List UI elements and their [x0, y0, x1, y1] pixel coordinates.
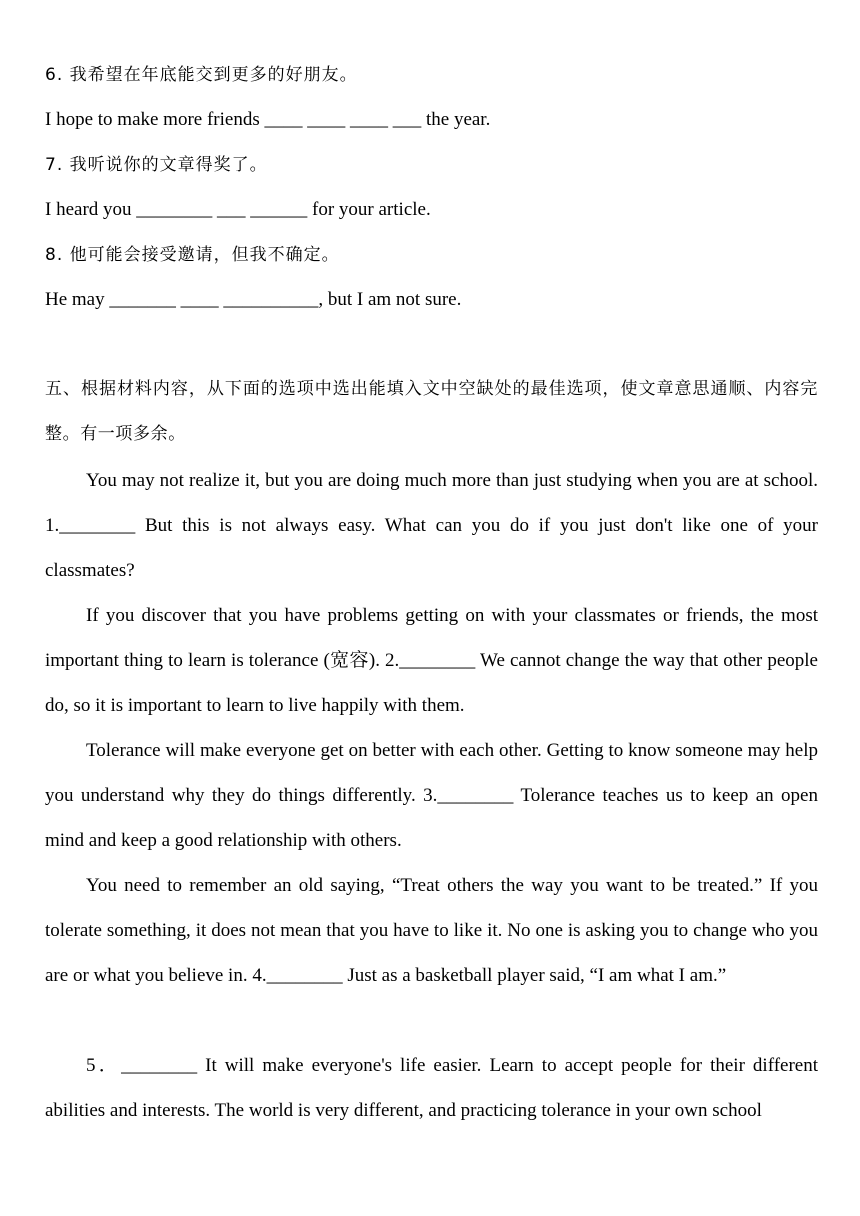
passage-paragraph-4: You need to remember an old saying, “Treat others the way you want to be treated.” If you tolerate something, it does not mean that you have to like it. No one is asking you to change who you are or what you believe in. 4.________ Just as a basketball player said, “I am what I am.”	[45, 875, 818, 986]
passage-paragraph-1: You may not realize it, but you are doing much more than just studying when you are at school. 1.________ But this is not always easy. What can you do if you just don't like one of your classmates?	[45, 470, 818, 581]
item-8-english: He may _______ ____ __________, but I am not sure.	[45, 289, 462, 310]
item-7-chinese: 7. 我听说你的文章得奖了。	[45, 155, 268, 175]
passage-paragraph-3: Tolerance will make everyone get on better with each other. Getting to know someone may help you understand why they do things differently. 3.________ Tolerance teaches us to keep an open mind and keep a good relationship with others.	[45, 740, 818, 851]
item-6-chinese: 6. 我希望在年底能交到更多的好朋友。	[45, 65, 358, 85]
item-7-english: I heard you ________ ___ ______ for your article.	[45, 199, 431, 220]
item-6-english: I hope to make more friends ____ ____ ____ ___ the year.	[45, 109, 491, 130]
item-8-chinese: 8. 他可能会接受邀请，但我不确定。	[45, 245, 340, 265]
passage-paragraph-2: If you discover that you have problems getting on with your classmates or friends, the most important thing to learn is tolerance (宽容). 2.________ We cannot change the way that other people do, so it is important to learn to live happily with them.	[45, 605, 818, 716]
passage-paragraph-5: 5．________ It will make everyone's life easier. Learn to accept people for their different abilities and interests. The world is very different, and practicing tolerance in your own school	[45, 1055, 818, 1121]
section-five-heading: 五、根据材料内容，从下面的选项中选出能填入文中空缺处的最佳选项，使文章意思通顺、内容完整。有一项多余。	[45, 379, 818, 444]
